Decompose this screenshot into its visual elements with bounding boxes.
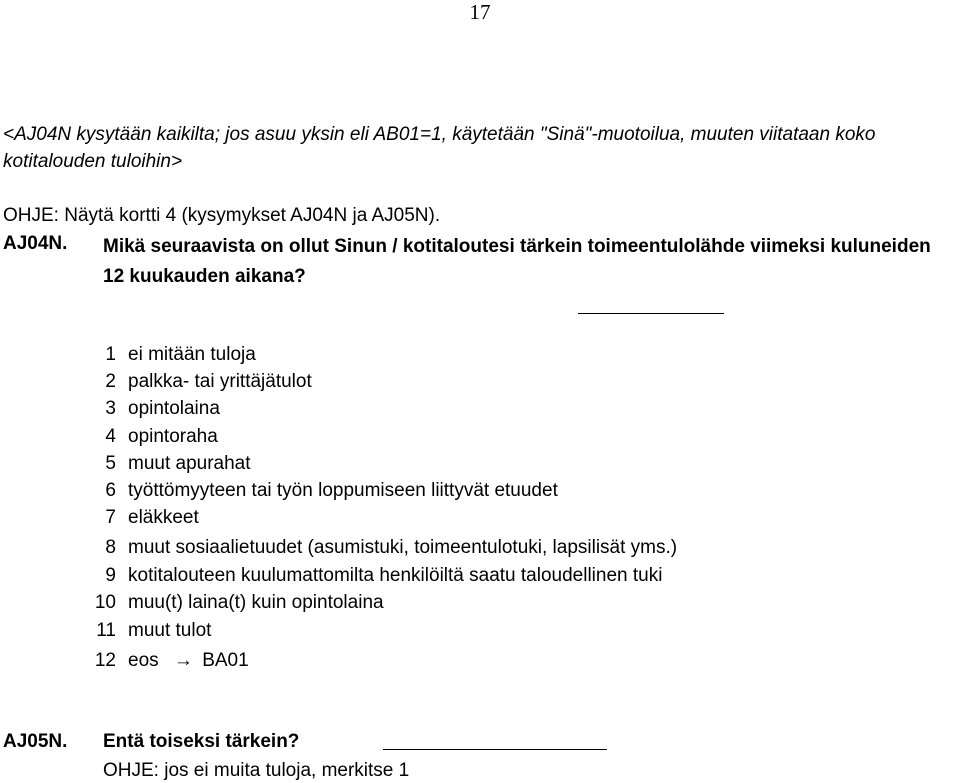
option-label: työttömyyteen tai työn loppumiseen liittyvät etuudet — [128, 480, 558, 501]
answer-blank-aj04n[interactable] — [578, 313, 724, 314]
option-number: 4 — [105, 426, 116, 447]
option-number: 9 — [105, 565, 116, 586]
question-text-aj05n: Entä toiseksi tärkein? — [103, 731, 300, 752]
option-number: 3 — [105, 398, 116, 419]
skip-target: BA01 — [202, 650, 249, 671]
option-label: eläkkeet — [128, 507, 199, 528]
option-number: 6 — [105, 480, 116, 501]
option-label: opintolaina — [128, 398, 220, 419]
instruction-text-aj05n: OHJE: jos ei muita tuloja, merkitse 1 — [103, 760, 410, 781]
option-label: ei mitään tuloja — [128, 344, 256, 365]
option-number: 1 — [105, 344, 116, 365]
question-id-aj05n: AJ05N. — [3, 731, 68, 752]
intro-note: <AJ04N kysytään kaikilta; jos asuu yksin eli AB01=1, käytetään "Sinä"-muotoilua, muuten viitataan koko kotitalouden tuloihin> — [3, 124, 876, 172]
option-number: 10 — [94, 592, 116, 613]
option-label-eos — [128, 647, 249, 674]
option-label: eos — [128, 650, 159, 671]
option-label: palkka- tai yrittäjätulot — [128, 371, 312, 392]
instruction-text: OHJE: Näytä kortti 4 (kysymykset AJ04N ja AJ05N). — [3, 205, 441, 226]
question-text-aj04n: Mikä seuraavista on ollut Sinun / kotitaloutesi tärkein toimeentulolähde viimeksi kuluneiden 12 kuukauden aikana? — [103, 236, 931, 287]
option-label: muu(t) laina(t) kuin opintolaina — [128, 592, 384, 613]
option-number: 7 — [105, 507, 116, 528]
option-number: 11 — [96, 620, 116, 641]
option-number: 2 — [105, 371, 116, 392]
option-label: muut sosiaalietuudet (asumistuki, toimeentulotuki, lapsilisät yms.) — [128, 537, 678, 558]
page-number: 17 — [469, 0, 491, 24]
arrow-right-icon: → — [173, 650, 193, 671]
option-number: 12 — [94, 650, 116, 671]
option-label: muut apurahat — [128, 453, 251, 474]
option-number: 5 — [105, 453, 116, 474]
question-id-aj04n: AJ04N. — [3, 233, 68, 254]
answer-blank-aj05n[interactable] — [383, 749, 607, 750]
option-label: opintoraha — [128, 426, 218, 447]
option-label: muut tulot — [128, 620, 212, 641]
option-number: 8 — [105, 537, 116, 558]
option-label: kotitalouteen kuulumattomilta henkilöiltä saatu taloudellinen tuki — [128, 565, 663, 586]
